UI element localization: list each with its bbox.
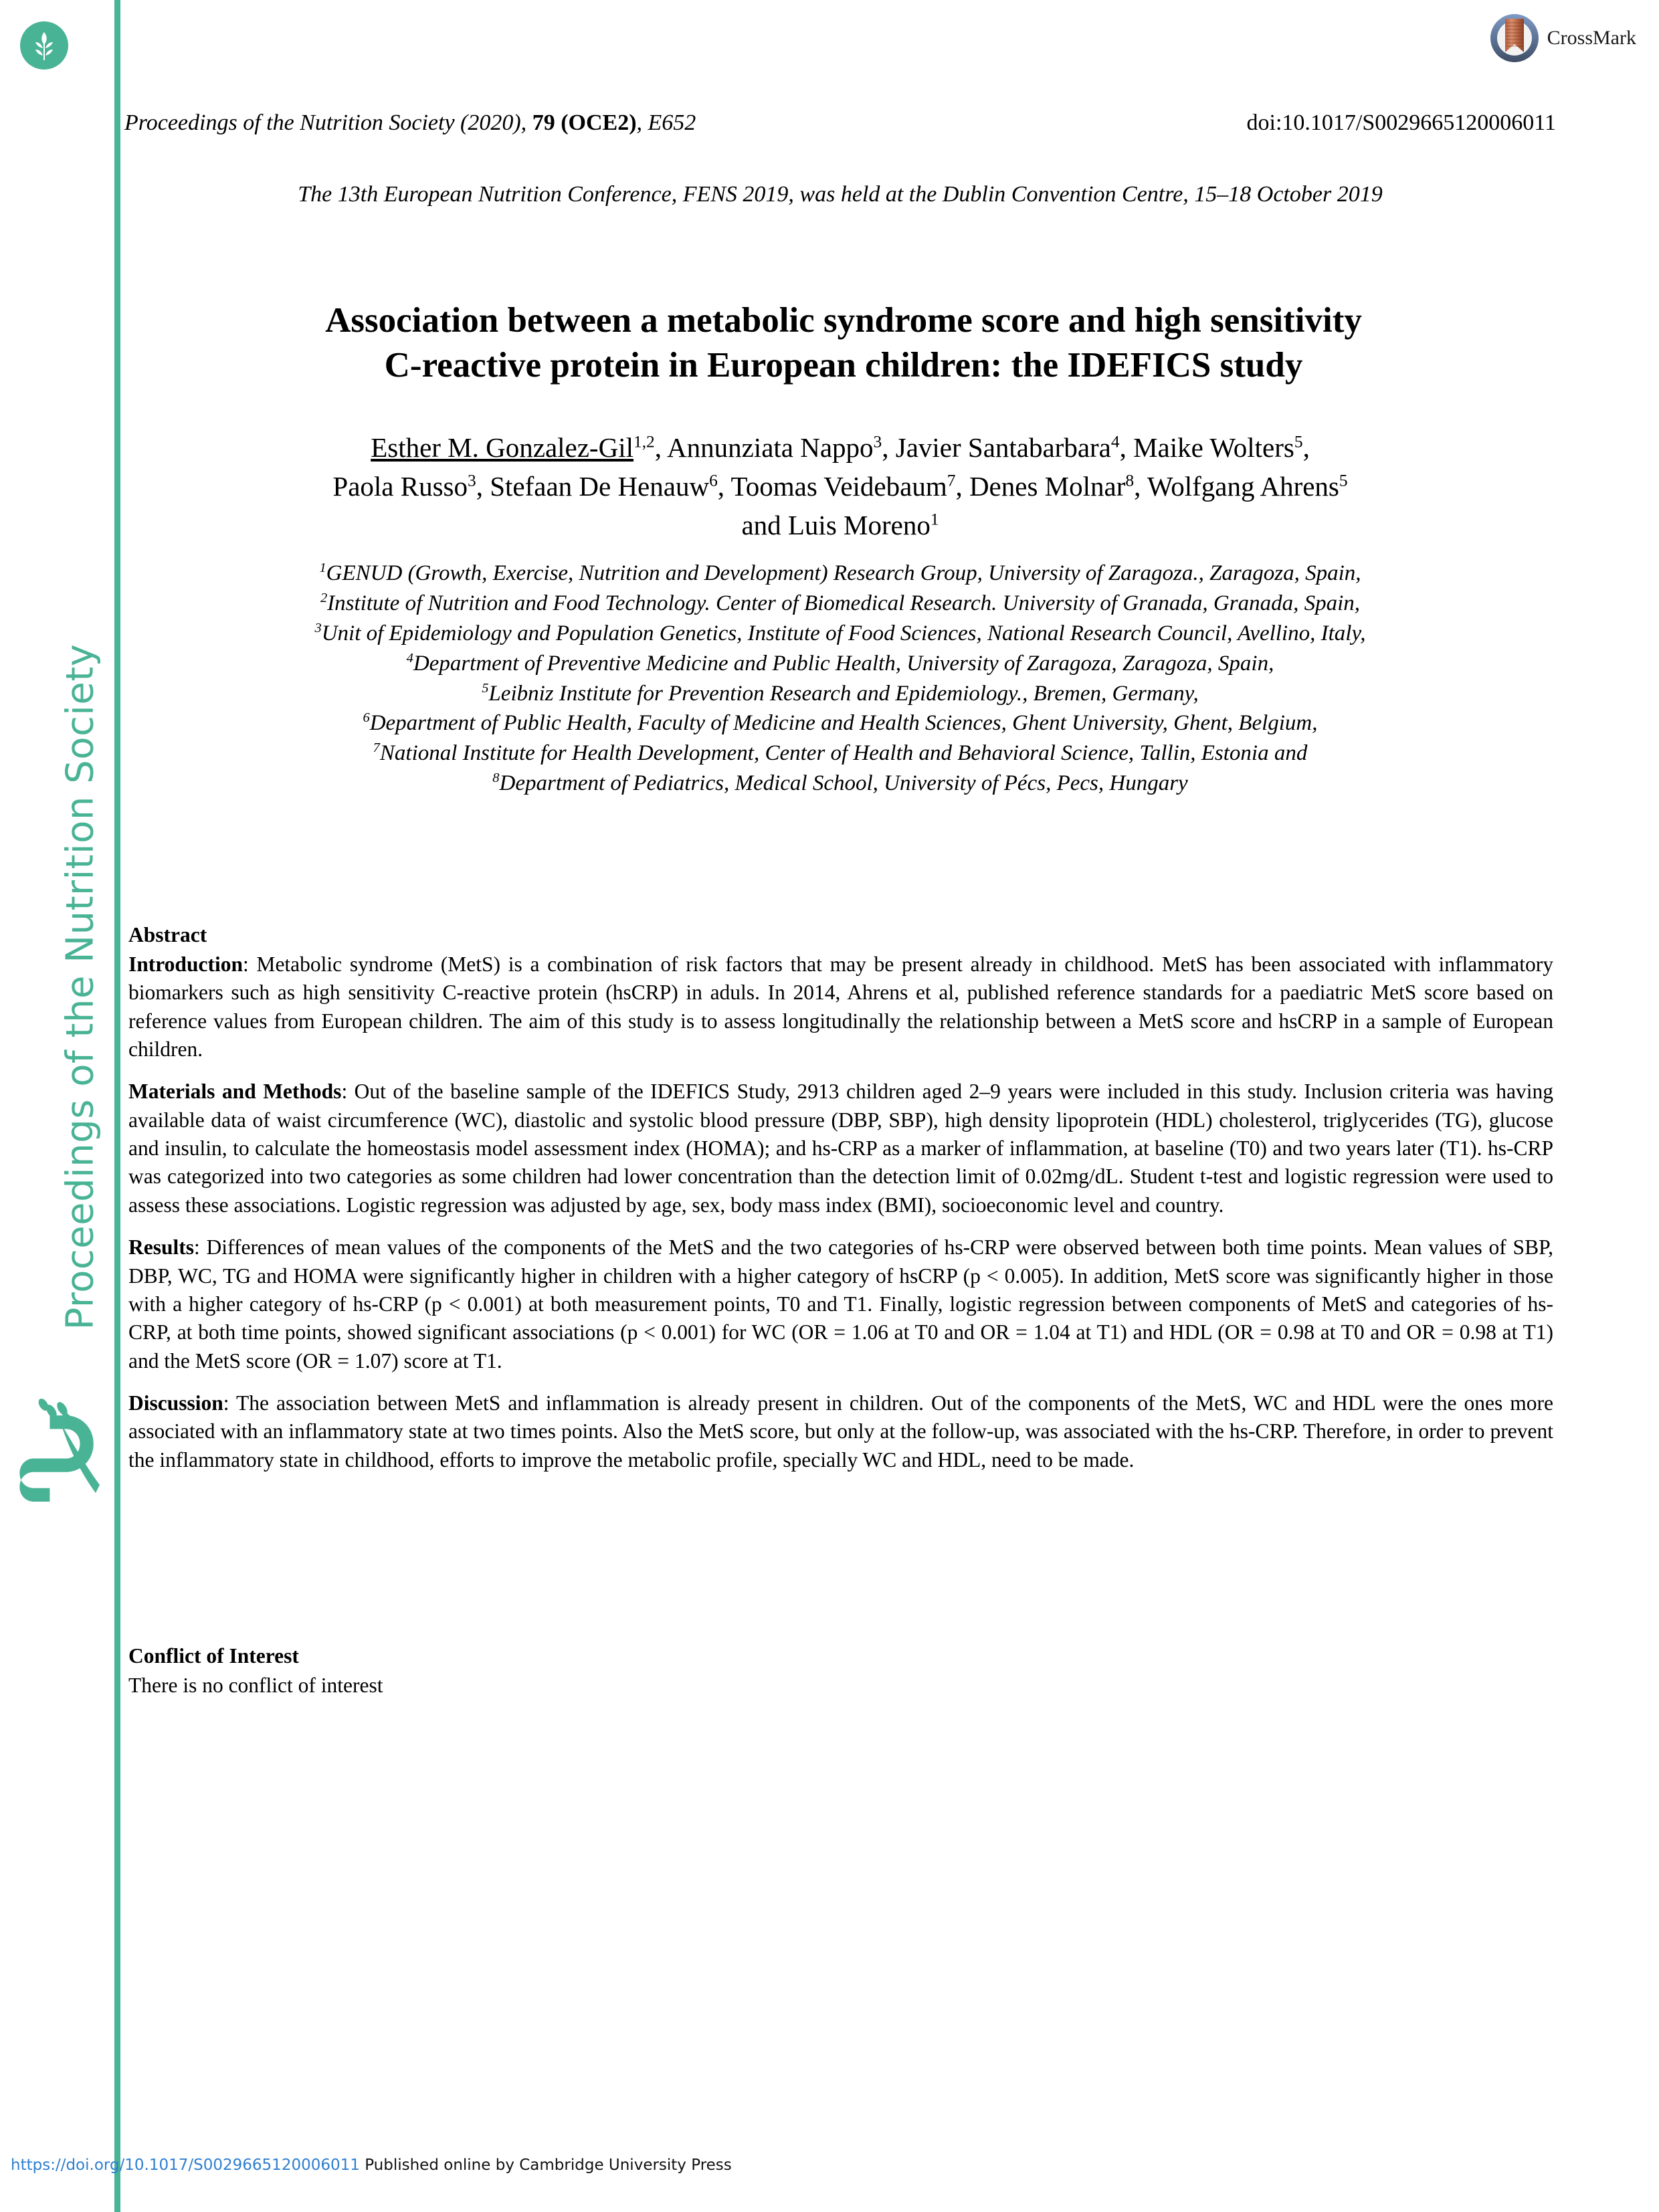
published-note: Published online by Cambridge University Press	[359, 2156, 732, 2174]
affiliation-marker: 2	[320, 590, 328, 605]
author-name: Javier Santabarbara	[895, 432, 1111, 463]
affiliation-text: Leibniz Institute for Prevention Research and Epidemiology., Bremen, Germany,	[488, 681, 1199, 706]
abstract-heading: Abstract	[128, 923, 207, 946]
coi-body: There is no conflict of interest	[128, 1674, 383, 1698]
author-affiliation-marker: 8	[1125, 471, 1135, 490]
affiliation-text: National Institute for Health Development, Center of Health and Behavioral Science, Tallin, Estonia and	[379, 741, 1308, 766]
abstract-section-label: Introduction	[128, 952, 243, 976]
affiliation-marker: 8	[492, 771, 500, 786]
ns-monogram-logo	[19, 1388, 112, 1528]
affiliation-item	[144, 619, 1536, 649]
abstract-paragraph	[128, 1078, 1553, 1219]
affiliation-list	[144, 559, 1536, 799]
affiliation-marker: 6	[363, 710, 370, 726]
abstract-section-label: Discussion	[128, 1391, 223, 1415]
conference-line: The 13th European Nutrition Conference, FENS 2019, was held at the Dublin Convention Centre, 15–18 October 2019	[298, 182, 1383, 207]
title-line-2: C-reactive protein in European children: the IDEFICS study	[384, 346, 1303, 385]
author-name: Stefaan De Henauw	[490, 471, 710, 502]
journal-wheat-circle-logo	[20, 21, 68, 70]
affiliation-item	[144, 679, 1536, 709]
abstract-section	[128, 922, 1553, 1474]
affiliation-text: Department of Pediatrics, Medical School, University of Pécs, Pecs, Hungary	[499, 771, 1188, 796]
author-affiliation-marker: 1,2	[633, 432, 655, 451]
journal-year: (2020),	[454, 110, 532, 135]
author-name: Wolfgang Ahrens	[1147, 471, 1339, 502]
author-affiliation-marker: 3	[468, 471, 476, 490]
affiliation-item	[144, 738, 1536, 769]
abstract-body	[128, 950, 1553, 1474]
abstract-paragraph	[128, 1233, 1553, 1375]
affiliation-text: GENUD (Growth, Exercise, Nutrition and Development) Research Group, University of Zaragoza., Zaragoza, Spain,	[326, 561, 1361, 585]
author-name: Maike Wolters	[1133, 432, 1294, 463]
conflict-of-interest-section	[128, 1642, 1553, 1700]
author-name: Denes Molnar	[969, 471, 1126, 502]
journal-name: Proceedings of the Nutrition Society	[124, 110, 455, 135]
author-affiliation-marker: 1	[930, 510, 939, 529]
abstract-section-text: : Differences of mean values of the components of the MetS and the two categories of hs-CRP were observed between both time points. Mean values of SBP, DBP, WC, TG and HOMA were significantly higher in children with a higher category of hsCRP (p < 0.005). In addition, MetS score was significantly higher in those with a higher category of hs-CRP (p < 0.001) at both measurement points, T0 and T1. Finally, logistic regression between components of MetS and categories of hs-CRP, at both time points, showed significant associations (p < 0.001) for WC (OR = 1.06 at T0 and OR = 1.04 at T1) and HDL (OR = 0.98 at T0 and OR = 0.98 at T1) and the MetS score (OR = 1.07) score at T1.	[128, 1235, 1553, 1373]
journal-article-id: , E652	[636, 110, 696, 135]
affiliation-item	[144, 769, 1536, 799]
author-affiliation-marker: 7	[947, 471, 956, 490]
doi-url-link[interactable]: https://doi.org/10.1017/S0029665120006011	[11, 2156, 360, 2174]
doi-text: doi:10.1017/S0029665120006011	[1246, 110, 1556, 135]
page-content	[124, 0, 1659, 2212]
abstract-section-label: Materials and Methods	[128, 1080, 342, 1104]
abstract-section-text: : Out of the baseline sample of the IDEFICS Study, 2913 children aged 2–9 years were included in this study. Inclusion criteria was having available data of waist circumference (WC), diastolic and systolic blood pressure (DBP, SBP), high density lipoprotein (HDL) cholesterol, triglycerides (TG), glucose and insulin, to calculate the homeostasis model assessment index (HOMA); and hs-CRP as a marker of inflammation, at baseline (T0) and two years later (T1). hs-CRP was categorized into two categories as some children had lower concentration than the detection limit of 0.02mg/dL. Student t-test and logistic regression were used to assess these associations. Logistic regression was adjusted by age, sex, body mass index (BMI), socioeconomic level and country.	[128, 1080, 1554, 1217]
author-affiliation-marker: 5	[1339, 471, 1348, 490]
affiliation-text: Department of Public Health, Faculty of Medicine and Health Sciences, Ghent University, Ghent, Belgium,	[369, 711, 1318, 736]
affiliation-text: Unit of Epidemiology and Population Genetics, Institute of Food Sciences, National Research Council, Avellino, Italy,	[321, 621, 1366, 645]
author-affiliation-marker: 4	[1110, 432, 1120, 451]
author-name: Esther M. Gonzalez-Gil	[371, 432, 633, 463]
page-title	[178, 298, 1509, 389]
title-line-1: Association between a metabolic syndrome score and high sensitivity	[325, 300, 1362, 340]
affiliation-item	[144, 589, 1536, 619]
author-affiliation-marker: 5	[1294, 432, 1303, 451]
crossmark-label: CrossMark	[1547, 27, 1636, 49]
affiliation-marker: 1	[319, 561, 326, 575]
affiliation-text: Department of Preventive Medicine and Public Health, University of Zaragoza, Zaragoza, Spain,	[413, 651, 1274, 676]
affiliation-marker: 4	[406, 650, 413, 666]
abstract-section-text: : The association between MetS and inflammation is already present in children. Out of the components of the MetS, WC and HDL were the ones more associated with an inflammatory state at two times points. Also the MetS score, but only at the follow-up, was associated with the hs-CRP. Therefore, in order to prevent the inflammatory state in childhood, efforts to improve the metabolic profile, specially WC and HDL, need to be made.	[128, 1391, 1553, 1472]
author-name: Annunziata Nappo	[667, 432, 874, 463]
author-affiliation-marker: 6	[709, 471, 718, 490]
author-name: Luis Moreno	[787, 510, 931, 541]
affiliation-marker: 3	[314, 620, 322, 635]
affiliation-text: Institute of Nutrition and Food Technology. Center of Biomedical Research. University of Granada, Granada, Spain,	[327, 591, 1361, 615]
affiliation-item	[144, 559, 1536, 589]
journal-citation	[124, 110, 696, 136]
author-name: Toomas Veidebaum	[730, 471, 947, 502]
coi-heading: Conflict of Interest	[128, 1644, 299, 1668]
abstract-paragraph	[128, 1389, 1553, 1474]
affiliation-marker: 7	[373, 740, 380, 756]
page-footer	[11, 2156, 732, 2174]
author-name: Paola Russo	[332, 471, 468, 502]
journal-citation-row	[124, 110, 1556, 136]
abstract-section-text: : Metabolic syndrome (MetS) is a combination of risk factors that may be present already in childhood. MetS has been associated with inflammatory biomarkers such as high sensitivity C-reactive protein (hsCRP) in aduls. In 2014, Ahrens et al, published reference standards for a paediatric MetS score based on reference values from European children. The aim of this study is to assess longitudinally the relationship between a MetS score and hsCRP in a sample of European children.	[128, 952, 1553, 1062]
affiliation-item	[144, 649, 1536, 679]
sidebar-journal-title: Proceedings of the Nutrition Society	[58, 643, 102, 1330]
left-green-rail	[114, 0, 120, 2212]
affiliation-marker: 5	[482, 680, 489, 696]
abstract-section-label: Results	[128, 1235, 195, 1260]
abstract-paragraph	[128, 950, 1553, 1064]
author-list: Esther M. Gonzalez-Gil$^{1,2}$, Annunziata Nappo$^3$, Javier Santabarbara$^4$, Maike Wolters$^5$, Paola Russo$^3$, Stefaan De Henauw$^6$, Toomas Veidebaum$^7$, Denes Molnar$^8$, Wolfgang Ahrens$^5$ and Luis Moreno$^1$	[332, 432, 1348, 541]
author-affiliation-marker: 3	[873, 432, 882, 451]
affiliation-item	[144, 708, 1536, 738]
journal-volume: 79 (OCE2)	[532, 110, 637, 135]
